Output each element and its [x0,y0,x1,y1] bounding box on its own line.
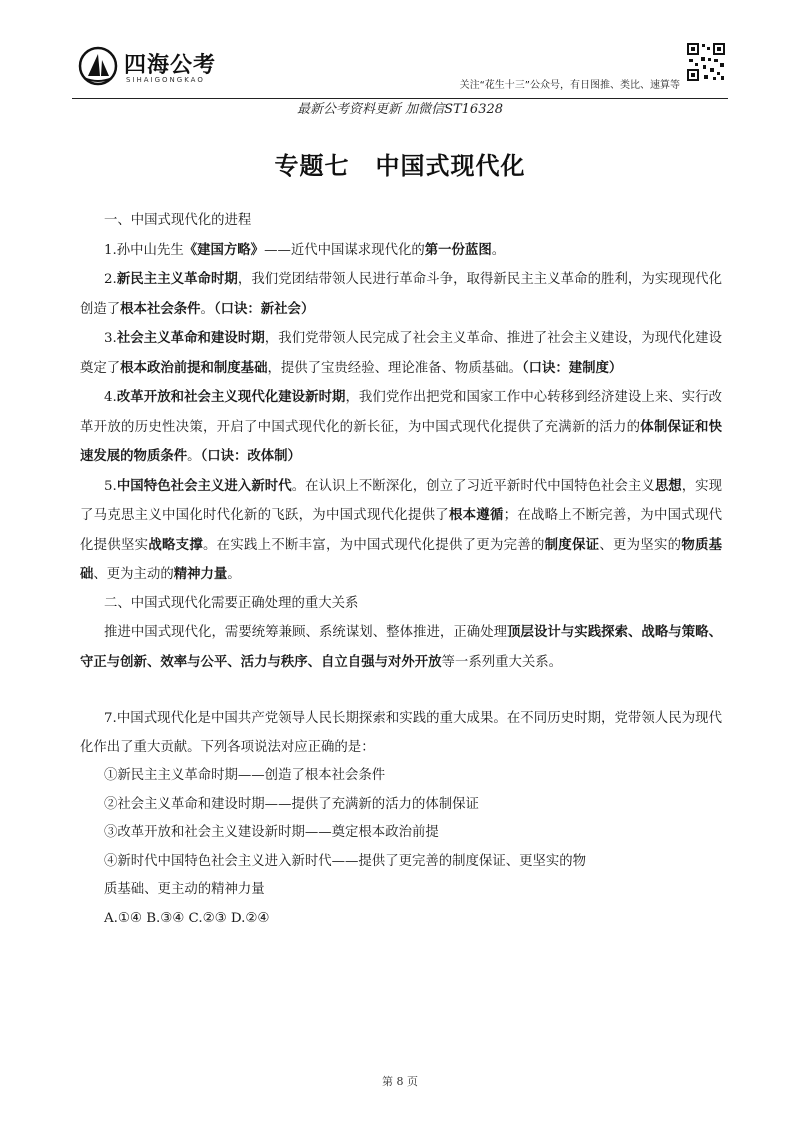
text: ，我们党团结带领人民进行革命斗争，取得新民主主义革命的胜利，为实现现代化创造了 [80,272,723,317]
text: 等一系列重大关系。 [441,654,563,670]
paragraph-2 [80,265,722,324]
document-body [80,207,722,933]
bold-text: 思想 [654,477,682,494]
bold-text: 精神力量 [173,566,228,582]
paragraph-1 [80,236,722,266]
answer-choices: A.①④ B.③④ C.②③ D.②④ [104,910,270,926]
paragraph-5 [80,472,722,590]
mnemonic: （口诀：建制度） [521,359,623,376]
text: 5. [104,478,117,494]
bold-text: 根本遵循 [448,507,504,523]
bold-text: 物质基础 [80,536,723,582]
question-option-4: ④新时代中国特色社会主义进入新时代——提供了更完善的制度保证、更坚实的物 [104,853,587,869]
page-header [72,40,728,99]
bold-text: 《建国方略》 [183,241,265,258]
question-option-4-continued: 质基础、更主动的精神力量 [104,882,265,897]
question-option-1: ①新民主主义革命时期——创造了根本社会条件 [104,768,386,783]
text: 。 [491,242,506,258]
text: ，提供了宝贵经验、理论准备、物质基础。 [267,360,522,376]
spacer [80,677,722,705]
section-heading-2: 二、中国式现代化需要正确处理的重大关系 [104,595,359,611]
question-stem: 7.中国式现代化是中国共产党领导人民长期探索和实践的重大成果。在不同历史时期，党带领人民为现代化作出了重大贡献。下列各项说法对应正确的是： [80,711,722,755]
text: ，我们党带领人民完成了社会主义革命、推进了社会主义建设，为现代化建设奠定了 [80,331,723,376]
qr-code-icon [686,42,726,82]
bold-text: 中国特色社会主义进入新时代 [116,477,292,494]
mnemonic: （口诀：改体制） [200,448,301,464]
bold-text: 新民主主义革命时期 [116,271,238,287]
paragraph-4 [80,383,722,472]
bold-text: 第一份蓝图 [424,241,492,258]
question-option-3: ③改革开放和社会主义建设新时期——奠定根本政治前提 [104,825,439,840]
follow-notice: 关注“花生十三”公众号，有日图推、类比、速算等 [459,80,680,91]
text: ，我们党作出把党和国家工作中心转移到经济建设上来、实行改革开放的历史性决策，开启了中国式现代化的新长征，为中国式现代化提供了充满新的活力的 [80,390,723,435]
paragraph-6 [80,618,722,677]
text: 。 [227,567,241,582]
brand-name: 四海公考 [124,53,217,78]
bold-text: 根本社会条件 [120,300,201,317]
title-part-topic-number: 专题七 [274,152,350,180]
bold-text: 战略支撑 [148,536,203,553]
bold-text: 制度保证 [544,536,600,553]
text: 。 [187,449,201,464]
sihai-logo-icon [78,46,118,86]
text: 。在实践上不断丰富，为中国式现代化提供了更为完善的 [203,537,545,553]
text: 3. [104,331,117,346]
question-option-2: ②社会主义革命和建设时期——提供了充满新的活力的体制保证 [104,796,479,812]
section-heading-1: 一、中国式现代化的进程 [104,213,252,228]
paragraph-3 [80,324,722,383]
page-title [0,146,800,181]
text: 。在认识上不断深化，创立了习近平新时代中国特色社会主义 [291,478,655,494]
bold-text: 顶层设计与实践探索、战略与策略、守正与创新、效率与公平、活力与秩序、自立自强与对外开放 [80,624,723,670]
text: 1.孙中山先生 [104,242,184,258]
brand-subtitle: SIHAIGONGKAO [126,76,205,84]
text: ；在战略上不断完善，为中国式现代化提供坚实 [80,508,723,553]
text: 、更为坚实的 [599,537,682,553]
text: 4. [104,390,117,405]
text: ，实现了马克思主义中国化时代化新的飞跃，为中国式现代化提供了 [80,478,723,523]
bold-text: 体制保证和快速发展的物质条件 [80,418,722,464]
title-part-topic-name: 中国式现代化 [375,152,526,180]
page-number: 第 8 页 [382,1075,418,1088]
update-notice: 最新公考资料更新 加微信ST16328 [296,102,504,117]
text: 推进中国式现代化，需要统筹兼顾、系统谋划、整体推进，正确处理 [104,625,508,640]
mnemonic: （口诀：新社会） [213,300,315,317]
bold-text: 改革开放和社会主义现代化建设新时期 [116,389,346,405]
text: 、更为主动的 [93,567,174,582]
text: 。 [200,301,214,317]
bold-text: 根本政治前提和制度基础 [120,359,268,376]
bold-text: 社会主义革命和建设时期 [116,330,265,346]
text: ——近代中国谋求现代化的 [264,242,425,258]
text: 2. [104,272,117,287]
